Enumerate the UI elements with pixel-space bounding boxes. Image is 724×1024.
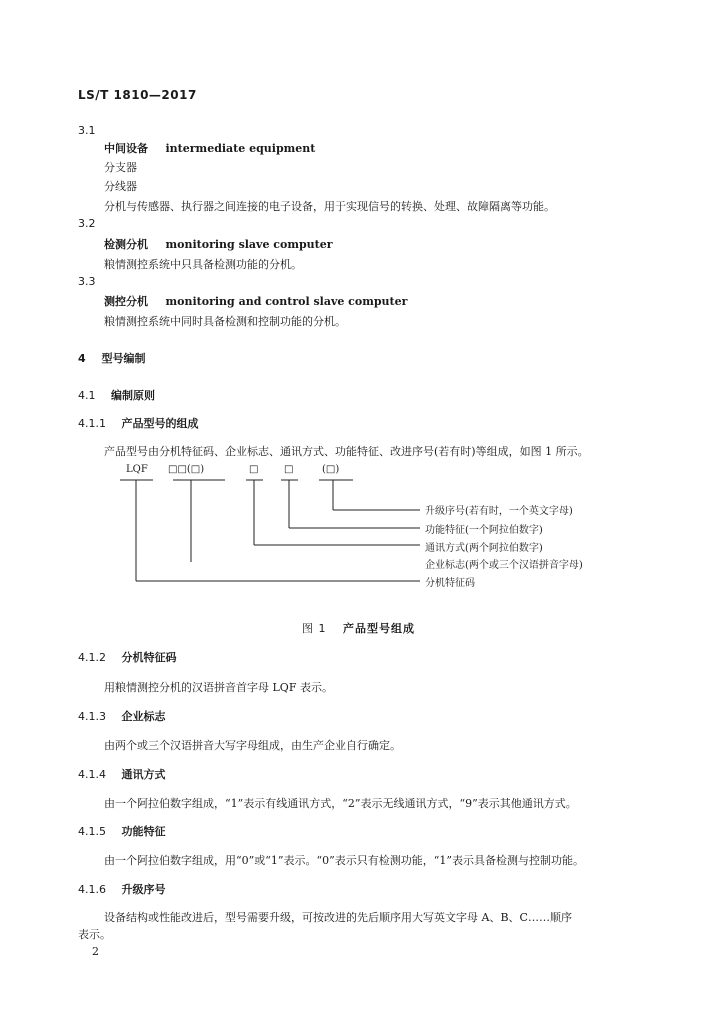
code-company: □□(□): [168, 464, 205, 475]
label-upgrade: 升级序号(若有时，一个英文字母): [425, 506, 573, 517]
section-title: 功能特征: [121, 825, 166, 838]
term-en: monitoring and control slave computer: [165, 295, 408, 308]
term-number: 3.2: [78, 217, 96, 230]
label-company: 企业标志(两个或三个汉语拼音字母): [425, 560, 583, 571]
paragraph: 用粮情测控分机的汉语拼音首字母 LQF 表示。: [104, 681, 333, 694]
code-func: □: [284, 464, 294, 475]
term-en: monitoring slave computer: [165, 238, 333, 251]
paragraph: 由一个阿拉伯数字组成，“1”表示有线通讯方式，“2”表示无线通讯方式，“9”表示其他通讯方式。: [104, 797, 577, 810]
figure-caption: [302, 620, 415, 636]
section-title: 分机特征码: [121, 651, 177, 664]
term-number: 3.3: [78, 275, 96, 288]
section-number: 4.1.4: [78, 768, 106, 781]
section-heading: [78, 649, 177, 665]
section-number: 4.1.2: [78, 651, 106, 664]
section-number: 4: [78, 352, 86, 365]
paragraph-continuation: 表示。: [78, 928, 111, 941]
page-number: 2: [92, 945, 99, 958]
code-upgrade: (□): [322, 464, 340, 475]
standard-number: LS/T 1810—2017: [78, 88, 197, 102]
term-zh: 测控分机: [104, 295, 148, 308]
section-heading: [78, 881, 166, 897]
term-zh: 检测分机: [104, 238, 148, 251]
section-title: 通讯方式: [121, 768, 166, 781]
term-synonym: 分支器: [104, 161, 137, 174]
paragraph: 由两个或三个汉语拼音大写字母组成，由生产企业自行确定。: [104, 739, 401, 752]
section-number: 4.1: [78, 389, 96, 402]
code-lqf: LQF: [126, 464, 148, 475]
section-number: 4.1.3: [78, 710, 106, 723]
section-heading: [78, 708, 166, 724]
term-synonym: 分线器: [104, 180, 137, 193]
label-function: 功能特征(一个阿拉伯数字): [425, 525, 543, 536]
term-number: 3.1: [78, 124, 96, 137]
figure-title: 产品型号组成: [343, 622, 415, 635]
section-title: 产品型号的组成: [121, 417, 199, 430]
term-zh: 中间设备: [104, 142, 148, 155]
paragraph: 由一个阿拉伯数字组成，用“0”或“1”表示。“0”表示只有检测功能，“1”表示具备检测与控制功能。: [104, 854, 584, 867]
section-number: 4.1.5: [78, 825, 106, 838]
section-heading: [78, 823, 166, 839]
paragraph: 设备结构或性能改进后，型号需要升级，可按改进的先后顺序用大写英文字母 A、B、C……顺序: [104, 911, 572, 924]
section-number: 4.1.6: [78, 883, 106, 896]
section-title: 型号编制: [101, 352, 146, 365]
term-definition: 分机与传感器、执行器之间连接的电子设备，用于实现信号的转换、处理、故障隔离等功能。: [104, 200, 555, 213]
section-heading: [78, 766, 166, 782]
code-comm: □: [249, 464, 259, 475]
section-title: 编制原则: [111, 389, 155, 402]
term-en: intermediate equipment: [165, 142, 316, 155]
section-title: 升级序号: [121, 883, 166, 896]
paragraph: 产品型号由分机特征码、企业标志、通讯方式、功能特征、改进序号(若有时)等组成，如图 1 所示。: [104, 445, 589, 458]
term-definition: 粮情测控系统中同时具备检测和控制功能的分机。: [104, 315, 346, 328]
section-title: 企业标志: [121, 710, 166, 723]
term-definition: 粮情测控系统中只具备检测功能的分机。: [104, 258, 302, 271]
label-lqf: 分机特征码: [425, 578, 475, 589]
section-number: 4.1.1: [78, 417, 106, 430]
figure-number: 图 1: [302, 622, 327, 635]
label-comm: 通讯方式(两个阿拉伯数字): [425, 543, 543, 554]
